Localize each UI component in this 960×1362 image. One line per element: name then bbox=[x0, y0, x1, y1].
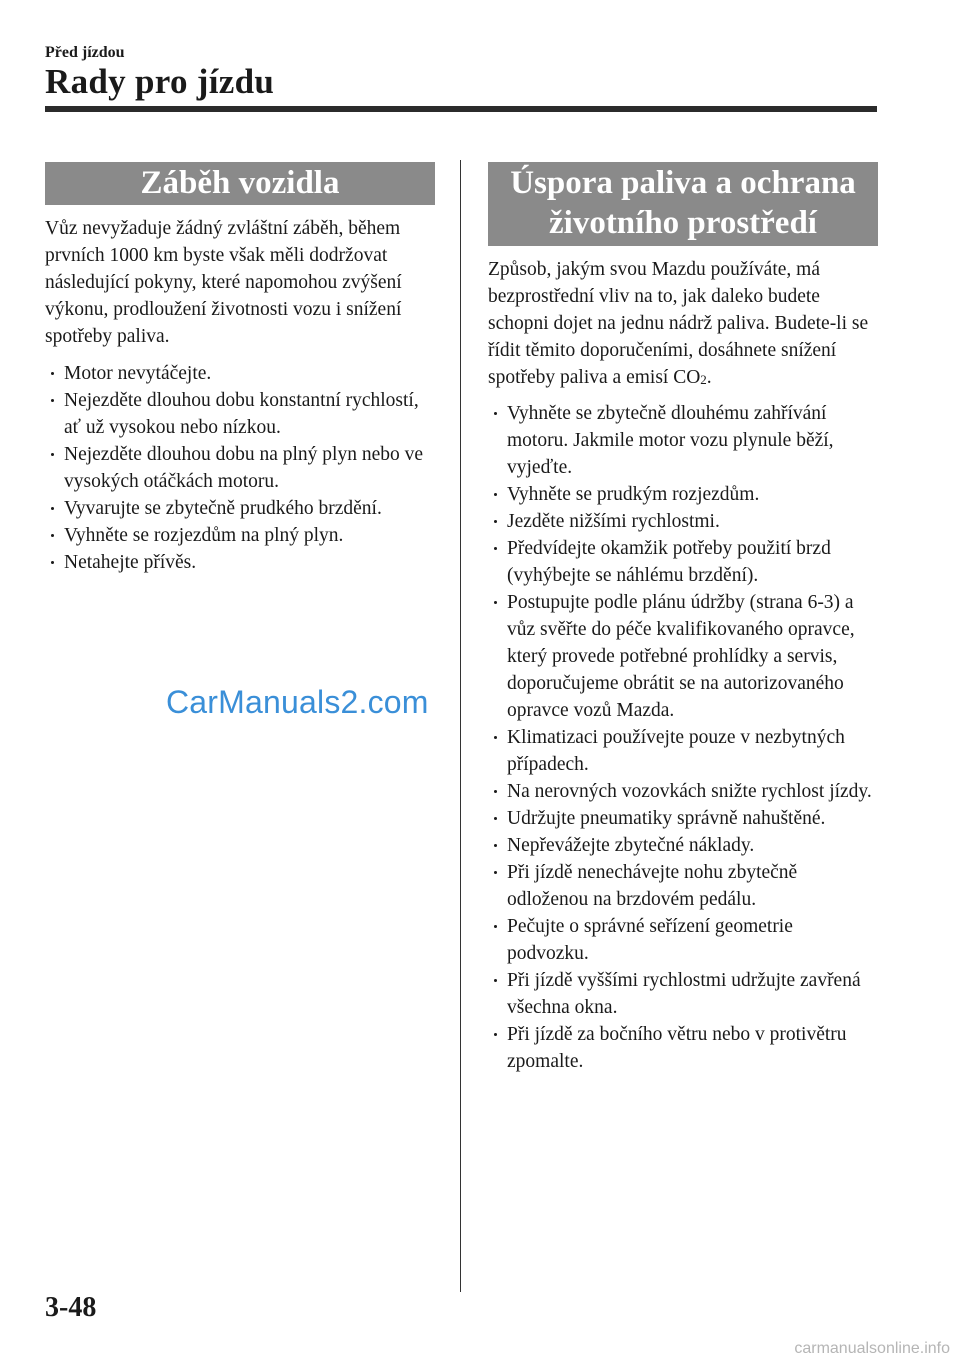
list-item: Nejezděte dlouhou dobu na plný plyn nebo ve vysokých otáčkách motoru. bbox=[45, 441, 435, 495]
break-in-paragraph: Vůz nevyžaduje žádný zvláštní záběh, během prvních 1000 km byste však měli dodržovat následující pokyny, které napomohou zvýšení výkonu, prodloužení životnosti vozu i snížení spotřeby paliva. bbox=[45, 218, 402, 347]
list-item: Vyhněte se prudkým rozjezdům. bbox=[488, 481, 878, 508]
list-item: Při jízdě vyššími rychlostmi udržujte zavřená všechna okna. bbox=[488, 967, 878, 1021]
list-item: Jezděte nižšími rychlostmi. bbox=[488, 508, 878, 535]
list-item: Netahejte přívěs. bbox=[45, 549, 435, 576]
list-item: Klimatizaci používejte pouze v nezbytných případech. bbox=[488, 724, 878, 778]
list-item: Nejezděte dlouhou dobu konstantní rychlostí, ať už vysokou nebo nízkou. bbox=[45, 387, 435, 441]
paragraph-end: . bbox=[706, 367, 712, 388]
fuel-economy-bullet-list bbox=[488, 400, 878, 1075]
banner-line: životního prostředí bbox=[549, 205, 817, 241]
page-section-label: Před jízdou bbox=[45, 44, 125, 61]
right-column bbox=[488, 162, 878, 1075]
column-divider bbox=[460, 160, 461, 1292]
list-item: Vyhněte se zbytečně dlouhému zahřívání motoru. Jakmile motor vozu plynule běží, vyjeďte. bbox=[488, 400, 878, 481]
banner-line: Úspora paliva a ochrana bbox=[510, 165, 856, 201]
fuel-economy-paragraph bbox=[488, 256, 880, 392]
list-item: Při jízdě nenechávejte nohu zbytečně odloženou na brzdovém pedálu. bbox=[488, 859, 878, 913]
paragraph-text: Způsob, jakým svou Mazdu používáte, má bezprostřední vliv na to, jak daleko budete schopni dojet na jednu nádrž paliva. Budete-li se řídit těmito doporučeními, dosáhnete snížení spotřeby paliva a emisí CO bbox=[488, 259, 869, 388]
co2-subscript: 2 bbox=[700, 372, 707, 387]
header-rule bbox=[45, 106, 877, 112]
page-title: Rady pro jízdu bbox=[45, 62, 275, 101]
left-column bbox=[45, 162, 435, 576]
watermark-logo: CarManuals2.com bbox=[166, 684, 429, 720]
list-item: Vyvarujte se zbytečně prudkého brzdění. bbox=[45, 495, 435, 522]
section-banner-fuel-economy bbox=[488, 162, 878, 246]
list-item: Vyhněte se rozjezdům na plný plyn. bbox=[45, 522, 435, 549]
page-number: 3-48 bbox=[45, 1292, 97, 1323]
break-in-bullet-list bbox=[45, 360, 435, 576]
list-item: Předvídejte okamžik potřeby použití brzd (vyhýbejte se náhlému brzdění). bbox=[488, 535, 878, 589]
list-item: Nepřevážejte zbytečné náklady. bbox=[488, 832, 878, 859]
list-item: Pečujte o správné seřízení geometrie podvozku. bbox=[488, 913, 878, 967]
section-banner-break-in: Záběh vozidla bbox=[45, 162, 435, 205]
list-item: Na nerovných vozovkách snižte rychlost jízdy. bbox=[488, 778, 878, 805]
list-item: Motor nevytáčejte. bbox=[45, 360, 435, 387]
list-item: Postupujte podle plánu údržby (strana 6-3) a vůz svěřte do péče kvalifikovaného opravce, který provede potřebné prohlídky a servis, doporučujeme obrátit se na autorizovaného opravce vozů Mazda. bbox=[488, 589, 878, 724]
footer-watermark: carmanualsonline.info bbox=[794, 1340, 950, 1357]
list-item: Při jízdě za bočního větru nebo v protivětru zpomalte. bbox=[488, 1021, 878, 1075]
list-item: Udržujte pneumatiky správně nahuštěné. bbox=[488, 805, 878, 832]
